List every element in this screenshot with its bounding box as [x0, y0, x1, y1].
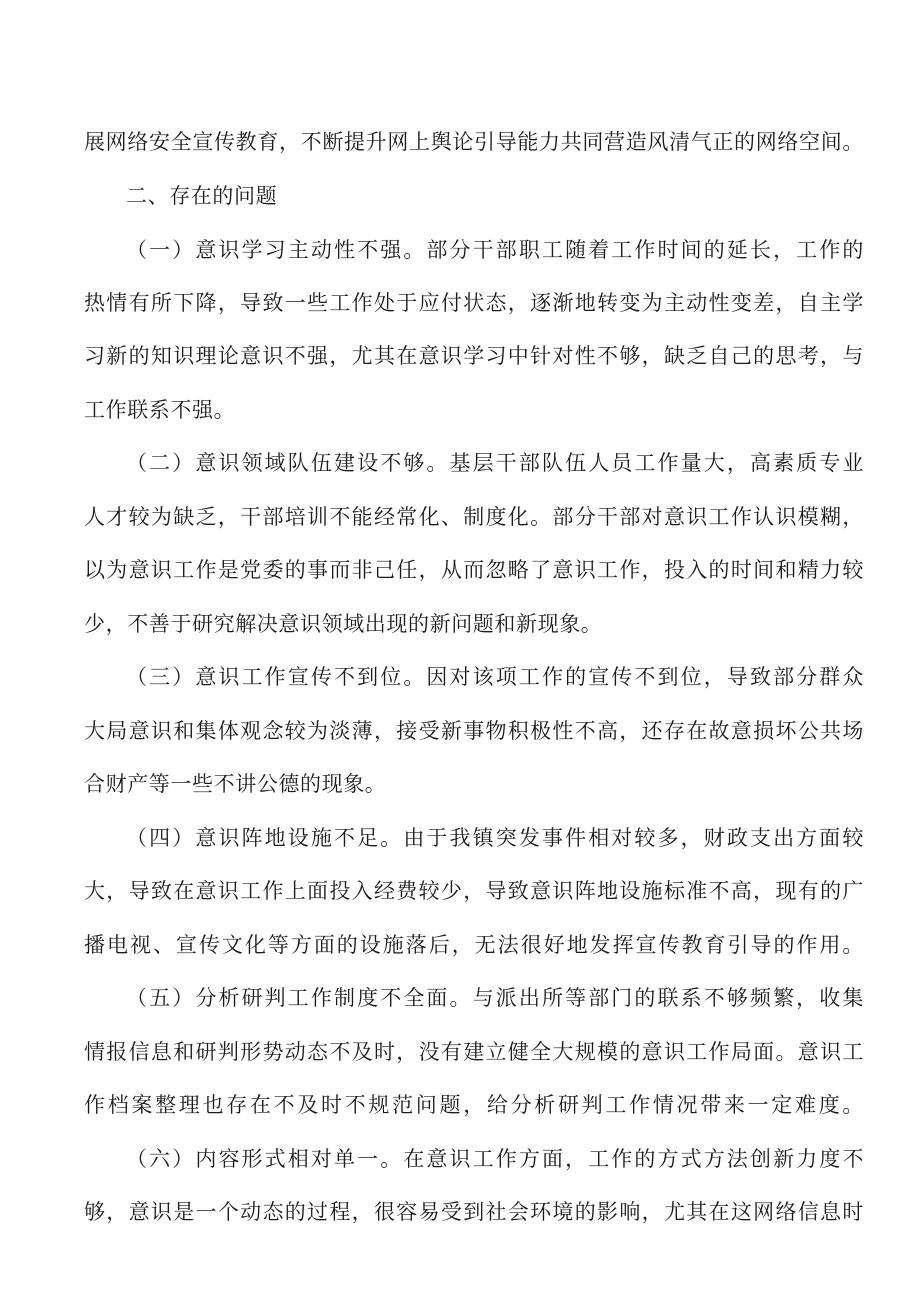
- body-text-line: 合财产等一些不讲公德的现象。: [84, 772, 387, 796]
- body-text-line: （二）意识领域队伍建设不够。基层干部队伍人员工作量大，高素质专业: [126, 451, 864, 475]
- body-text-line: 展网络安全宣传教育，不断提升网上舆论引导能力共同营造风清气正的网络空间。: [84, 130, 864, 154]
- body-text-line: 习新的知识理论意识不强，尤其在意识学习中针对性不够，缺乏自己的思考，与: [84, 344, 864, 368]
- body-text-line: （五）分析研判工作制度不全面。与派出所等部门的联系不够频繁，收集: [126, 986, 864, 1010]
- body-text-line: 播电视、宣传文化等方面的设施落后，无法很好地发挥宣传教育引导的作用。: [84, 933, 864, 957]
- body-text-line: 人才较为缺乏，干部培训不能经常化、制度化。部分干部对意识工作认识模糊，: [84, 505, 864, 529]
- body-text-line: 工作联系不强。: [84, 398, 236, 422]
- body-text-line: 大局意识和集体观念较为淡薄，接受新事物积极性不高，还存在故意损坏公共场: [84, 719, 864, 743]
- body-text-line: 以为意识工作是党委的事而非己任，从而忽略了意识工作，投入的时间和精力较: [84, 558, 864, 582]
- body-text-line: （四）意识阵地设施不足。由于我镇突发事件相对较多，财政支出方面较: [126, 826, 864, 850]
- body-text-line: 大，导致在意识工作上面投入经费较少，导致意识阵地设施标准不高，现有的广: [84, 879, 864, 903]
- body-text-line: 情报信息和研判形势动态不及时，没有建立健全大规模的意识工作局面。意识工: [84, 1040, 864, 1064]
- body-text-line: （一）意识学习主动性不强。部分干部职工随着工作时间的延长，工作的: [126, 238, 864, 262]
- section-heading: 二、存在的问题: [126, 184, 278, 208]
- body-text-line: （三）意识工作宣传不到位。因对该项工作的宣传不到位，导致部分群众: [126, 665, 864, 689]
- body-text-line: 少，不善于研究解决意识领域出现的新问题和新现象。: [84, 612, 603, 636]
- body-text-line: 够，意识是一个动态的过程，很容易受到社会环境的影响，尤其在这网络信息时: [84, 1200, 864, 1224]
- body-text-line: 作档案整理也存在不及时不规范问题，给分析研判工作情况带来一定难度。: [84, 1093, 864, 1117]
- body-text-line: （六）内容形式相对单一。在意识工作方面，工作的方式方法创新力度不: [126, 1147, 864, 1171]
- body-text-line: 热情有所下降，导致一些工作处于应付状态，逐渐地转变为主动性变差，自主学: [84, 291, 864, 315]
